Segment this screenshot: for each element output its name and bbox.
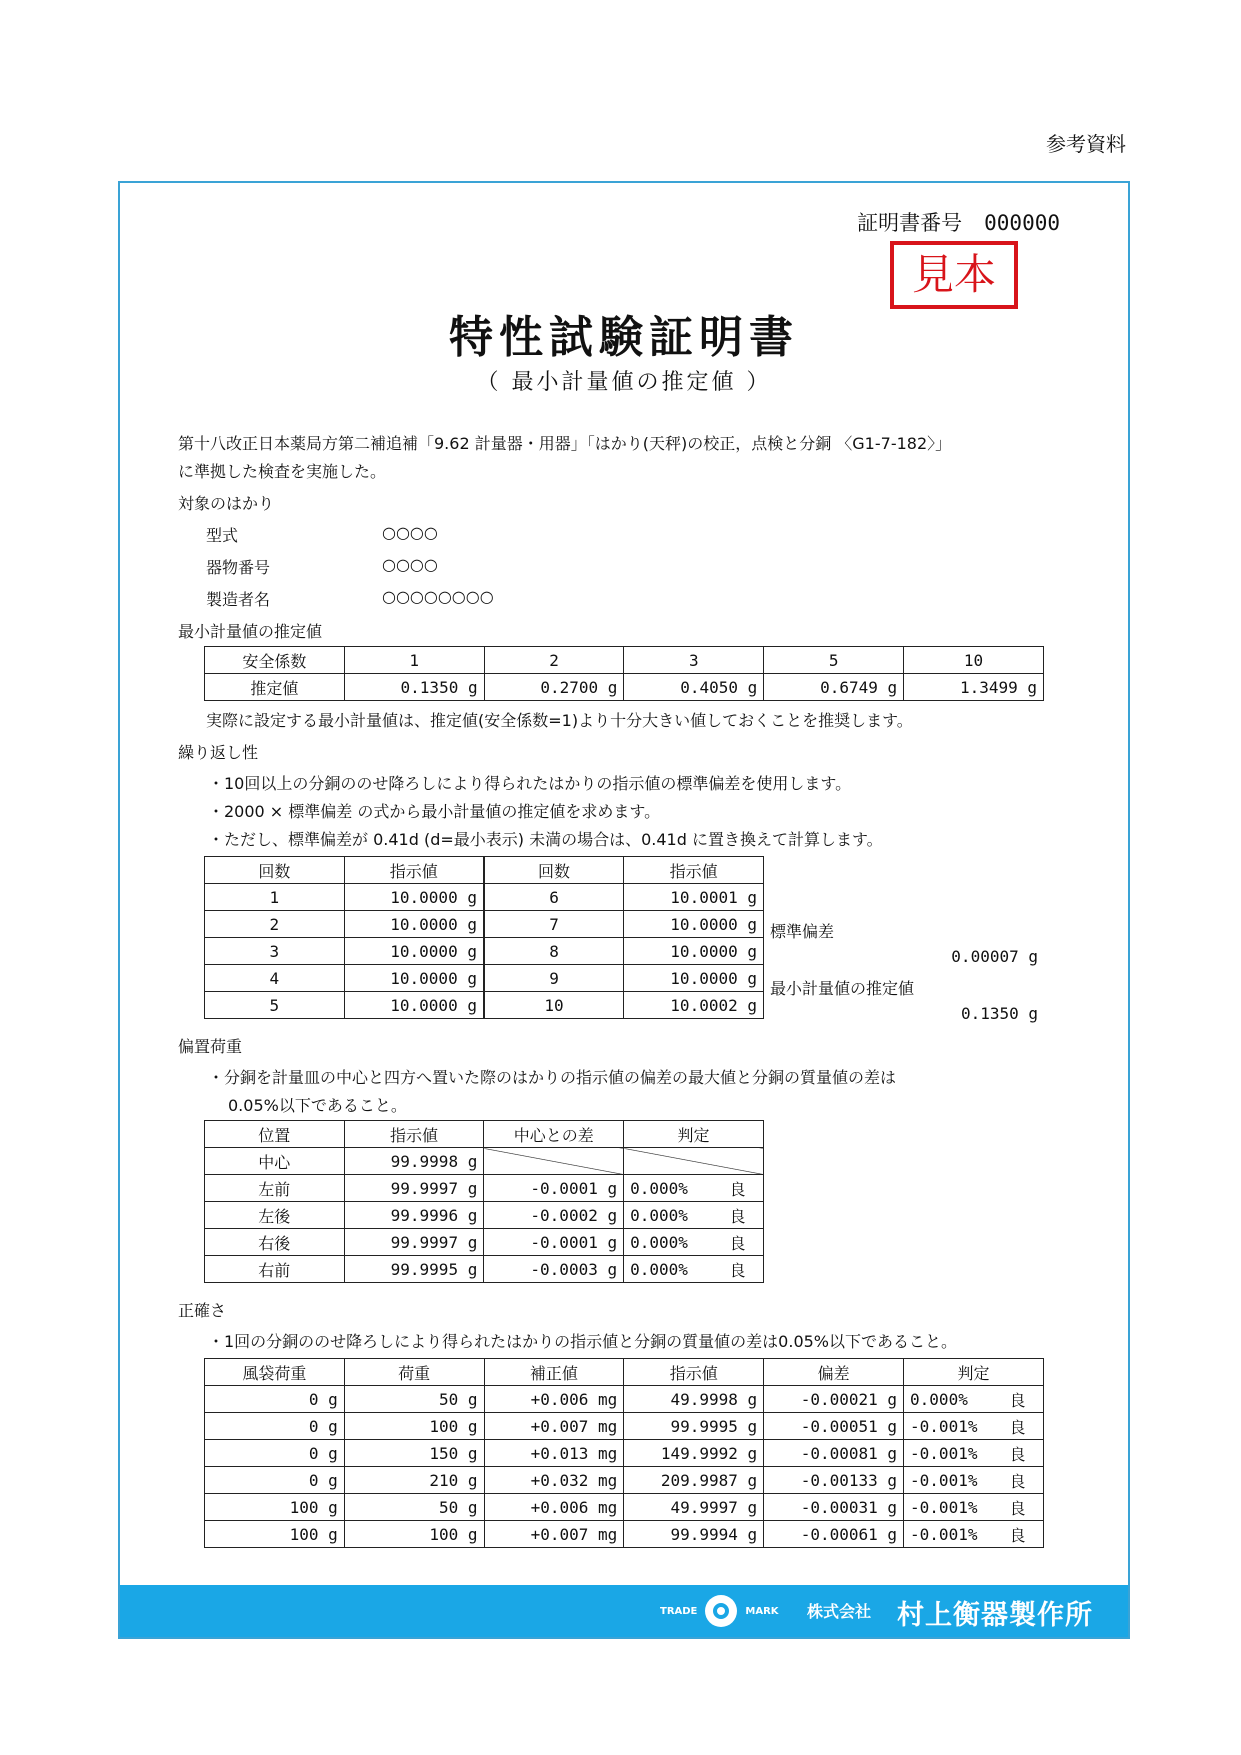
table-cell: 99.9996 g	[344, 1202, 484, 1229]
judgement-cell: 良	[1003, 1386, 1043, 1413]
table-cell: 0.4050 g	[624, 674, 764, 701]
table-cell: +0.032 mg	[484, 1467, 624, 1494]
judgement-cell: 良	[723, 1256, 763, 1283]
certificate-number	[857, 207, 1060, 237]
table-row	[205, 1359, 1044, 1386]
table-cell: 50 g	[344, 1386, 484, 1413]
table-cell: 4	[205, 965, 345, 992]
company-type: 株式会社	[807, 1602, 872, 1621]
table-cell: 0.000%	[624, 1202, 724, 1229]
table-cell: -0.001%	[904, 1440, 1004, 1467]
table-header-cell: 指示値	[624, 857, 764, 884]
table-cell: -0.00031 g	[764, 1494, 904, 1521]
table-cell: +0.013 mg	[484, 1440, 624, 1467]
table-row	[205, 884, 764, 911]
trade-mark-right: MARK	[745, 1605, 779, 1617]
table-row	[205, 911, 764, 938]
table-cell: 99.9995 g	[344, 1256, 484, 1283]
certificate-number-value: 000000	[984, 211, 1060, 235]
judgement-cell: 良	[1003, 1440, 1043, 1467]
table-cell-empty	[484, 1148, 624, 1175]
table-row	[205, 1440, 1044, 1467]
table-cell: -0.001%	[904, 1521, 1004, 1548]
offset-bullet-1: ・分銅を計量皿の中心と四方へ置いた際のはかりの指示値の偏差の最大値と分銅の質量値の差は	[208, 1068, 897, 1087]
table-cell: -0.0001 g	[484, 1229, 624, 1256]
table-cell: 99.9997 g	[344, 1175, 484, 1202]
accuracy-heading: 正確さ	[178, 1301, 227, 1320]
table-cell: -0.001%	[904, 1467, 1004, 1494]
sample-stamp: 見本	[890, 241, 1018, 309]
judgement-cell: 良	[1003, 1521, 1043, 1548]
table-row	[205, 1386, 1044, 1413]
judgement-cell: 良	[1003, 1467, 1043, 1494]
table-header-cell: 回数	[205, 857, 345, 884]
table-cell: 10.0000 g	[344, 884, 484, 911]
judgement-cell: 良	[723, 1175, 763, 1202]
table-header-cell: 風袋荷重	[205, 1359, 345, 1386]
accuracy-bullet-1: ・1回の分銅ののせ降ろしにより得られたはかりの指示値と分銅の質量値の差は0.05%以下であること。	[208, 1332, 958, 1351]
footer-bar	[120, 1585, 1128, 1637]
table-cell: -0.00061 g	[764, 1521, 904, 1548]
table-header-cell: 中心との差	[484, 1121, 624, 1148]
page-title: 特性試験証明書	[449, 312, 799, 363]
table-header-cell: 荷重	[344, 1359, 484, 1386]
table-header-cell: 回数	[484, 857, 624, 884]
table-row	[205, 938, 764, 965]
table-header-cell: 3	[624, 647, 764, 674]
target-value-model: ○○○○	[382, 523, 438, 542]
table-cell: 中心	[205, 1148, 345, 1175]
table-cell: 209.9987 g	[624, 1467, 764, 1494]
target-label-model: 型式	[206, 526, 239, 545]
estimate-heading: 最小計量値の推定値	[178, 622, 323, 641]
table-cell: -0.00051 g	[764, 1413, 904, 1440]
table-row	[205, 1494, 1044, 1521]
table-cell: 0 g	[205, 1467, 345, 1494]
estimate-note: 実際に設定する最小計量値は、推定値(安全係数=1)より十分大きい値しておくことを推奨します。	[206, 711, 913, 730]
table-cell: 99.9997 g	[344, 1229, 484, 1256]
offset-heading: 偏置荷重	[178, 1037, 243, 1056]
table-header-cell: 10	[904, 647, 1044, 674]
judgement-cell: 良	[1003, 1413, 1043, 1440]
table-row	[205, 1256, 764, 1283]
table-cell: -0.00133 g	[764, 1467, 904, 1494]
table-cell: 0.6749 g	[764, 674, 904, 701]
intro-line-2: に準拠した検査を実施した。	[178, 462, 387, 481]
table-cell: 0.1350 g	[344, 674, 484, 701]
table-cell: 149.9992 g	[624, 1440, 764, 1467]
table-header-cell: 判定	[904, 1359, 1044, 1386]
judgement-cell: 良	[723, 1202, 763, 1229]
std-dev-value: 0.00007 g	[951, 947, 1038, 966]
table-row	[205, 1521, 1044, 1548]
table-cell: -0.0001 g	[484, 1175, 624, 1202]
table-cell: 49.9997 g	[624, 1494, 764, 1521]
table-cell: 0.000%	[624, 1175, 724, 1202]
table-cell: 2	[205, 911, 345, 938]
target-label-serial: 器物番号	[206, 558, 271, 577]
min-estimate-label: 最小計量値の推定値	[770, 979, 915, 998]
table-cell: 10.0000 g	[344, 938, 484, 965]
table-cell: 49.9998 g	[624, 1386, 764, 1413]
table-cell: 99.9998 g	[344, 1148, 484, 1175]
table-cell: 右前	[205, 1256, 345, 1283]
repeat-bullet-1: ・10回以上の分銅ののせ降ろしにより得られたはかりの指示値の標準偏差を使用します。	[208, 774, 852, 793]
certificate-frame	[118, 181, 1130, 1639]
table-header-cell: 指示値	[624, 1359, 764, 1386]
table-cell: 6	[484, 884, 624, 911]
std-dev-label: 標準偏差	[770, 922, 835, 941]
trademark-logo-icon	[705, 1595, 737, 1627]
table-cell: -0.001%	[904, 1494, 1004, 1521]
min-estimate-value: 0.1350 g	[960, 1004, 1038, 1023]
table-cell: +0.006 mg	[484, 1494, 624, 1521]
table-cell: 10	[484, 992, 624, 1019]
table-row	[205, 857, 764, 884]
table-cell: 100 g	[344, 1413, 484, 1440]
table-cell: 50 g	[344, 1494, 484, 1521]
table-cell: 10.0000 g	[344, 965, 484, 992]
table-cell: 5	[205, 992, 345, 1019]
table-cell: 100 g	[344, 1521, 484, 1548]
table-cell: 0 g	[205, 1440, 345, 1467]
table-cell: 10.0000 g	[624, 911, 764, 938]
table-cell: -0.0002 g	[484, 1202, 624, 1229]
target-heading: 対象のはかり	[178, 494, 275, 513]
table-cell: 150 g	[344, 1440, 484, 1467]
table-header-cell: 指示値	[344, 857, 484, 884]
table-cell: 10.0000 g	[344, 911, 484, 938]
target-label-maker: 製造者名	[206, 590, 271, 609]
table-cell-empty	[624, 1148, 764, 1175]
table-cell: 7	[484, 911, 624, 938]
accuracy-table	[204, 1358, 1044, 1548]
target-value-maker: ○○○○○○○○	[382, 587, 494, 606]
table-cell: 1	[205, 884, 345, 911]
judgement-cell: 良	[1003, 1494, 1043, 1521]
table-row	[205, 1229, 764, 1256]
table-header-cell: 5	[764, 647, 904, 674]
table-header-cell: 安全係数	[205, 647, 345, 674]
table-cell: -0.0003 g	[484, 1256, 624, 1283]
table-row	[205, 647, 1044, 674]
table-cell: 0.000%	[624, 1256, 724, 1283]
repeat-bullet-2: ・2000 × 標準偏差 の式から最小計量値の推定値を求めます。	[208, 802, 661, 821]
table-cell: 99.9995 g	[624, 1413, 764, 1440]
table-cell: +0.007 mg	[484, 1521, 624, 1548]
table-cell: 0.2700 g	[484, 674, 624, 701]
table-cell: 10.0000 g	[624, 938, 764, 965]
offset-table	[204, 1120, 764, 1283]
table-cell: 左後	[205, 1202, 345, 1229]
table-cell: -0.001%	[904, 1413, 1004, 1440]
page-subtitle: （ 最小計量値の推定値 ）	[476, 370, 772, 395]
table-cell: 右後	[205, 1229, 345, 1256]
table-cell: 10.0000 g	[624, 965, 764, 992]
table-row	[205, 1467, 1044, 1494]
table-cell: 0 g	[205, 1413, 345, 1440]
table-cell: 1.3499 g	[904, 674, 1044, 701]
table-cell: 10.0001 g	[624, 884, 764, 911]
table-header-cell: 2	[484, 647, 624, 674]
table-cell: 3	[205, 938, 345, 965]
company-name: 村上衡器製作所	[897, 1600, 1093, 1631]
table-cell: 0.000%	[904, 1386, 1004, 1413]
table-header-cell: 1	[344, 647, 484, 674]
estimate-table	[204, 646, 1044, 701]
table-cell: 8	[484, 938, 624, 965]
table-row	[205, 1202, 764, 1229]
trade-mark-left: TRADE	[660, 1605, 698, 1617]
table-row	[205, 1175, 764, 1202]
table-cell: +0.006 mg	[484, 1386, 624, 1413]
intro-line-1: 第十八改正日本薬局方第二補追補「9.62 計量器・用器」「はかり(天秤)の校正，点検と分銅 〈G1-7-182〉」	[178, 434, 952, 453]
table-row	[205, 1148, 764, 1175]
table-cell: 推定値	[205, 674, 345, 701]
table-header-cell: 位置	[205, 1121, 345, 1148]
table-cell: 9	[484, 965, 624, 992]
table-cell: -0.00081 g	[764, 1440, 904, 1467]
table-cell: 99.9994 g	[624, 1521, 764, 1548]
table-cell: 0.000%	[624, 1229, 724, 1256]
table-row	[205, 992, 764, 1019]
table-row	[205, 1121, 764, 1148]
table-header-cell: 偏差	[764, 1359, 904, 1386]
table-header-cell: 判定	[624, 1121, 764, 1148]
judgement-cell: 良	[723, 1229, 763, 1256]
reference-label: 参考資料	[1046, 132, 1126, 156]
certificate-number-label: 証明書番号	[857, 211, 963, 235]
table-row	[205, 674, 1044, 701]
repeat-table	[204, 856, 764, 1019]
table-cell: 10.0002 g	[624, 992, 764, 1019]
table-cell: 100 g	[205, 1494, 345, 1521]
table-cell: 左前	[205, 1175, 345, 1202]
target-value-serial: ○○○○	[382, 555, 438, 574]
table-cell: 10.0000 g	[344, 992, 484, 1019]
repeat-heading: 繰り返し性	[178, 743, 259, 762]
trade-mark	[660, 1592, 779, 1630]
table-header-cell: 指示値	[344, 1121, 484, 1148]
offset-bullet-2: 0.05%以下であること。	[228, 1096, 407, 1115]
table-cell: 0 g	[205, 1386, 345, 1413]
table-cell: 100 g	[205, 1521, 345, 1548]
table-cell: 210 g	[344, 1467, 484, 1494]
table-cell: +0.007 mg	[484, 1413, 624, 1440]
table-row	[205, 965, 764, 992]
table-row	[205, 1413, 1044, 1440]
table-cell: -0.00021 g	[764, 1386, 904, 1413]
repeat-bullet-3: ・ただし、標準偏差が 0.41d (d=最小表示) 未満の場合は、0.41d に置き換えて計算します。	[208, 830, 883, 849]
table-header-cell: 補正値	[484, 1359, 624, 1386]
